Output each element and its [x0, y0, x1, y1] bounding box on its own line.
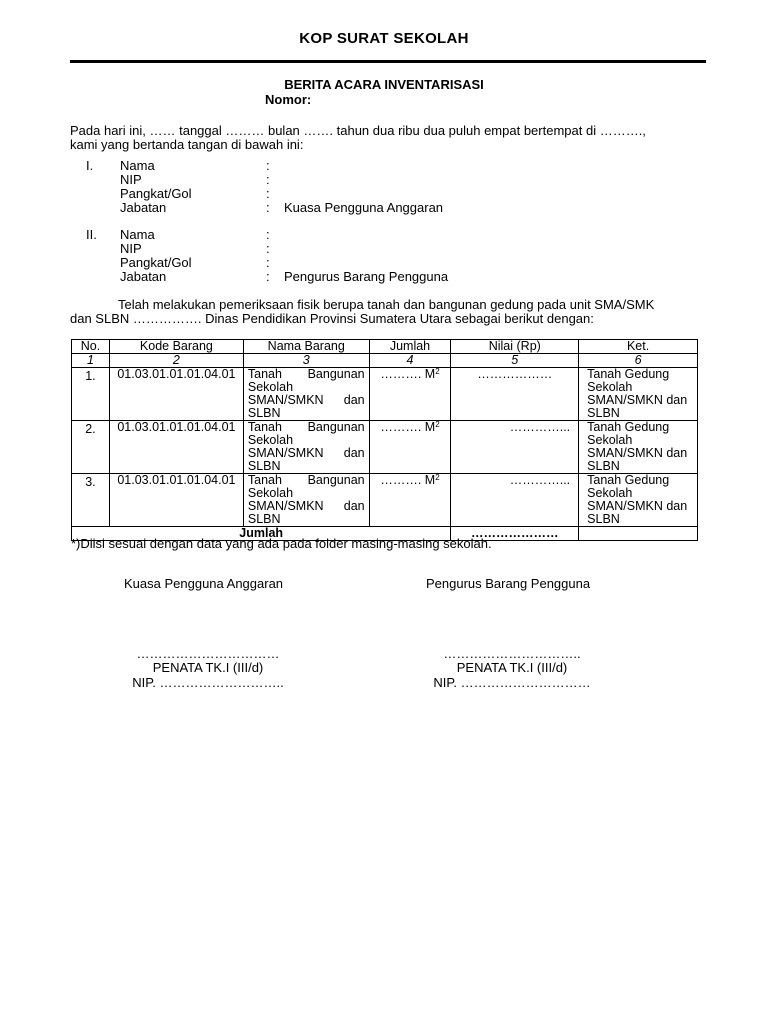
- cell-ket-line: Tanah Gedung: [587, 367, 670, 381]
- signature-left-nip: NIP. ………………………..: [132, 675, 284, 690]
- cell-kode: 01.03.01.01.01.04.01: [109, 474, 243, 527]
- cell-kode: 01.03.01.01.01.04.01: [109, 368, 243, 421]
- field-label: Nama: [120, 227, 155, 242]
- cell-nilai: …………...: [451, 421, 579, 474]
- col-header-nilai: Nilai (Rp): [451, 340, 579, 354]
- cell-nama-line: SLBN: [247, 459, 281, 473]
- col-number: 4: [369, 354, 451, 368]
- cell-nama-line: SMAN/SMKN dan: [247, 499, 365, 513]
- letterhead-divider: [70, 60, 706, 63]
- cell-ket-line: SLBN: [587, 459, 620, 473]
- cell-nama-line: Tanah Bangunan: [247, 473, 365, 487]
- statement-line-2: dan SLBN ……………. Dinas Pendidikan Provinsi Sumatera Utara sebagai berikut dengan:: [70, 311, 594, 326]
- table-header-row: [72, 340, 698, 354]
- letterhead-title: KOP SURAT SEKOLAH: [299, 30, 469, 47]
- field-label: Pangkat/Gol: [120, 186, 192, 201]
- field-label: NIP: [120, 241, 142, 256]
- cell-jumlah-text: ………. M: [380, 367, 436, 381]
- signature-left-role: Kuasa Pengguna Anggaran: [124, 576, 284, 591]
- intro-line-1: Pada hari ini, …… tanggal ……… bulan ……. tahun dua ribu dua puluh empat bertempat di ……….,: [70, 123, 646, 138]
- col-number: 1: [72, 354, 110, 368]
- cell-nama-line: Sekolah: [247, 380, 294, 394]
- signature-right-name-line: …………………………..: [443, 646, 581, 661]
- cell-ket-line: SMAN/SMKN dan: [587, 446, 688, 460]
- col-number: 3: [243, 354, 369, 368]
- table-row: [72, 368, 698, 421]
- cell-no: 2.: [72, 421, 110, 474]
- superscript: 2: [435, 367, 440, 376]
- cell-ket-line: SMAN/SMKN dan: [587, 499, 688, 513]
- col-number: 6: [579, 354, 698, 368]
- cell-jumlah: [369, 421, 451, 474]
- cell-no: 1.: [72, 368, 110, 421]
- field-label: Pangkat/Gol: [120, 255, 192, 270]
- cell-nilai: …………...: [451, 474, 579, 527]
- cell-ket-line: SLBN: [587, 406, 620, 420]
- footnote: *)Diisi sesuai dengan data yang ada pada folder masing-masing sekolah.: [71, 536, 492, 551]
- intro-line-2: kami yang bertanda tangan di bawah ini:: [70, 137, 304, 152]
- cell-jumlah: [369, 474, 451, 527]
- field-colon: :: [266, 255, 270, 270]
- table-row: [72, 474, 698, 527]
- cell-nama-line: Sekolah: [247, 486, 294, 500]
- cell-ket-line: SMAN/SMKN dan: [587, 393, 688, 407]
- cell-jumlah-text: ………. M: [380, 420, 436, 434]
- table-row: [72, 421, 698, 474]
- party-2-number: II.: [86, 227, 97, 242]
- cell-nama-line: SLBN: [247, 406, 281, 420]
- cell-nilai: ………………: [451, 368, 579, 421]
- cell-ket-line: SLBN: [587, 512, 620, 526]
- cell-nama: [243, 474, 369, 527]
- field-colon: :: [266, 172, 270, 187]
- field-label: NIP: [120, 172, 142, 187]
- cell-ket-line: Tanah Gedung: [587, 420, 670, 434]
- col-header-ket: Ket.: [579, 340, 698, 354]
- cell-nama: [243, 421, 369, 474]
- cell-ket: [579, 368, 698, 421]
- cell-nama-line: Tanah Bangunan: [247, 367, 365, 381]
- superscript: 2: [435, 473, 440, 482]
- field-colon: :: [266, 186, 270, 201]
- total-label: Jumlah: [72, 527, 451, 541]
- field-label: Jabatan: [120, 200, 167, 215]
- signature-right-rank: PENATA TK.I (III/d): [456, 660, 568, 675]
- signature-right-nip: NIP. …………………………: [433, 675, 591, 690]
- cell-ket: [579, 421, 698, 474]
- field-colon: :: [266, 200, 270, 215]
- signature-left-name-line: ……………………………: [136, 646, 280, 661]
- superscript: 2: [435, 420, 440, 429]
- col-header-nama: Nama Barang: [243, 340, 369, 354]
- statement-line-1: Telah melakukan pemeriksaan fisik berupa tanah dan bangunan gedung pada unit SMA/SMK: [118, 297, 655, 312]
- field-label: Jabatan: [120, 269, 167, 284]
- signature-right-role: Pengurus Barang Pengguna: [426, 576, 591, 591]
- field-colon: :: [266, 158, 270, 173]
- col-header-no: No.: [72, 340, 110, 354]
- total-value: …………………: [451, 527, 579, 541]
- col-header-kode: Kode Barang: [109, 340, 243, 354]
- column-number-row: [72, 354, 698, 368]
- cell-ket-line: Sekolah: [587, 486, 633, 500]
- cell-nama-line: Sekolah: [247, 433, 294, 447]
- party-1-number: I.: [86, 158, 94, 173]
- cell-jumlah-text: ………. M: [380, 473, 436, 487]
- cell-ket-line: Tanah Gedung: [587, 473, 670, 487]
- cell-nama-line: Tanah Bangunan: [247, 420, 365, 434]
- cell-nama-line: SMAN/SMKN dan: [247, 446, 365, 460]
- cell-ket-line: Sekolah: [587, 433, 633, 447]
- cell-kode: 01.03.01.01.01.04.01: [109, 421, 243, 474]
- total-ket-empty: [579, 527, 698, 541]
- inventory-table: [71, 339, 698, 541]
- cell-nama-line: SMAN/SMKN dan: [247, 393, 365, 407]
- cell-ket-line: Sekolah: [587, 380, 633, 394]
- cell-no: 3.: [72, 474, 110, 527]
- signature-left-rank: PENATA TK.I (III/d): [152, 660, 264, 675]
- col-header-jumlah: Jumlah: [369, 340, 451, 354]
- document-number-label: Nomor:: [265, 92, 312, 107]
- party-2-jabatan-value: Pengurus Barang Pengguna: [284, 269, 449, 284]
- field-colon: :: [266, 269, 270, 284]
- cell-nama: [243, 368, 369, 421]
- party-1-jabatan-value: Kuasa Pengguna Anggaran: [284, 200, 444, 215]
- cell-ket: [579, 474, 698, 527]
- cell-nama-line: SLBN: [247, 512, 281, 526]
- document-title: BERITA ACARA INVENTARISASI: [284, 77, 484, 92]
- field-colon: :: [266, 241, 270, 256]
- col-number: 2: [109, 354, 243, 368]
- col-number: 5: [451, 354, 579, 368]
- field-label: Nama: [120, 158, 155, 173]
- cell-jumlah: [369, 368, 451, 421]
- field-colon: :: [266, 227, 270, 242]
